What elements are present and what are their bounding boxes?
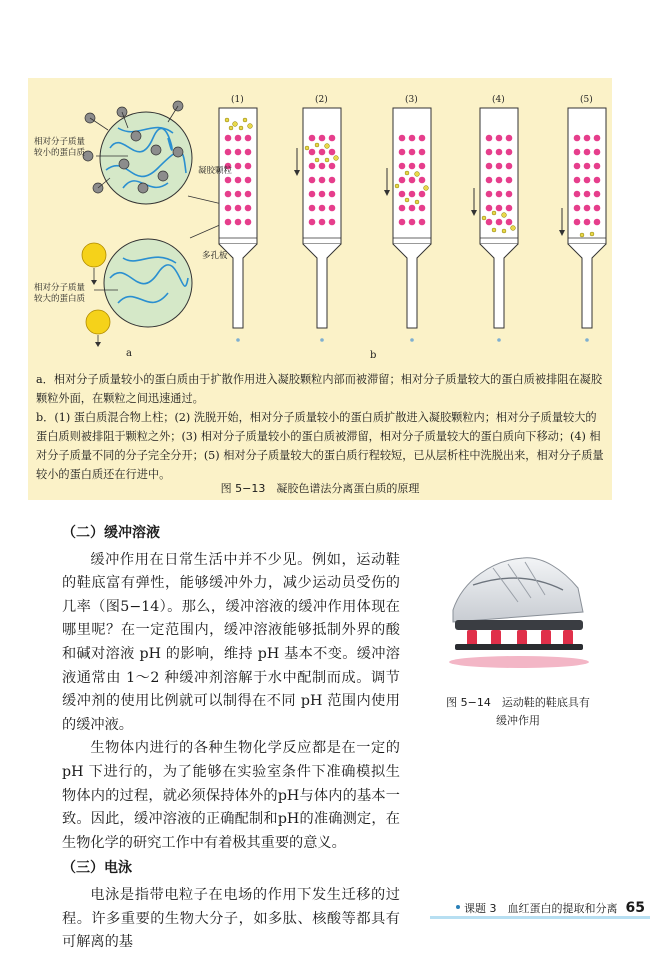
photo-caption-line2: 缓冲作用: [496, 714, 540, 727]
photo-caption-line1: 图 5−14 运动鞋的鞋底具有: [446, 696, 590, 709]
panel-a-label: a: [126, 348, 132, 359]
paragraph-buffer-2: 生物体内进行的各种生物化学反应都是在一定的 pH 下进行的，为了能够在实验室条件下准确模拟生物体内的过程，就必须保持体外的pH与体内的基本一致。因此，缓冲溶液的正确配制和pH的准确测定，在生物化学的研究工作中有着极其重要的意义。: [62, 740, 400, 851]
photo-caption: [428, 694, 608, 730]
label-small-protein-2: 较小的蛋白质: [34, 148, 86, 158]
column-number-3: (3): [405, 95, 418, 105]
sneaker-photo: [433, 540, 593, 676]
page-footer: [456, 900, 645, 916]
label-gel-bead: 凝胶颗粒: [198, 166, 233, 176]
section-heading-buffer: （二）缓冲溶液: [62, 525, 160, 541]
caption-a: a．相对分子质量较小的蛋白质由于扩散作用进入凝胶颗粒内部而被滞留；相对分子质量较大的蛋白质被排阻在凝胶颗粒外面，在颗粒之间迅速通过。: [36, 373, 603, 405]
column-number-2: (2): [315, 95, 328, 105]
footer-bar: [430, 916, 650, 919]
column-number-1: (1): [231, 95, 244, 105]
panel-a-upper: [83, 101, 192, 204]
column-5: [559, 108, 606, 342]
footer-chapter: 课题 3 血红蛋白的提取和分离: [464, 902, 618, 915]
label-large-protein-1: 相对分子质量: [34, 283, 86, 293]
panel-a-lower: [82, 239, 192, 347]
label-large-protein-2: 较大的蛋白质: [34, 294, 86, 304]
label-small-protein-1: 相对分子质量: [34, 137, 86, 147]
column-number-4: (4): [492, 95, 505, 105]
column-number-5: (5): [580, 95, 593, 105]
page-number: 65: [625, 900, 645, 916]
paragraph-electrophoresis-1: 电泳是指带电粒子在电场的作用下发生迁移的过程。许多重要的生物大分子，如多肽、核酸等都具有可解离的基: [62, 886, 400, 951]
figure-title: 图 5−13 凝胶色谱法分离蛋白质的原理: [220, 482, 420, 495]
paragraph-buffer-1: 缓冲作用在日常生活中并不少见。例如，运动鞋的鞋底富有弹性，能够缓冲外力，减少运动员受伤的几率（图5−14）。那么，缓冲溶液的缓冲作用体现在哪里呢？在一定范围内，缓冲溶液能够抵制外界的酸和碱对溶液 pH 的影响，维持 pH 基本不变。缓冲溶液通常由 1～2 种缓冲剂溶解于水中配制而成。调节缓冲剂的使用比例就可以制得在不同 pH 范围内使用的缓冲液。: [62, 551, 400, 733]
column-1: [219, 108, 257, 342]
section-heading-electrophoresis: （三）电泳: [62, 860, 132, 877]
label-porous-plate: 多孔板: [202, 251, 228, 261]
figure-caption-block: [36, 370, 604, 484]
column-4: [471, 108, 518, 342]
main-text: [62, 520, 400, 955]
panel-b-label: b: [370, 350, 377, 361]
column-2: [294, 108, 341, 342]
figure-5-13: [28, 78, 612, 500]
caption-b: b．(1) 蛋白质混合物上柱；(2) 洗脱开始，相对分子质量较小的蛋白质扩散进入凝胶颗粒内；相对分子质量较大的蛋白质则被排阻于颗粒之外；(3) 相对分子质量较小的蛋白质被滞留，相对分子质量较大的蛋白质向下移动；(4) 相对分子质量不同的分子完全分开；(5) 相对分子质量较大的蛋白质行程较短，已从层析柱中洗脱出来，相对分子质量较小的蛋白质还在行进中。: [36, 411, 604, 481]
column-3: [384, 108, 431, 342]
